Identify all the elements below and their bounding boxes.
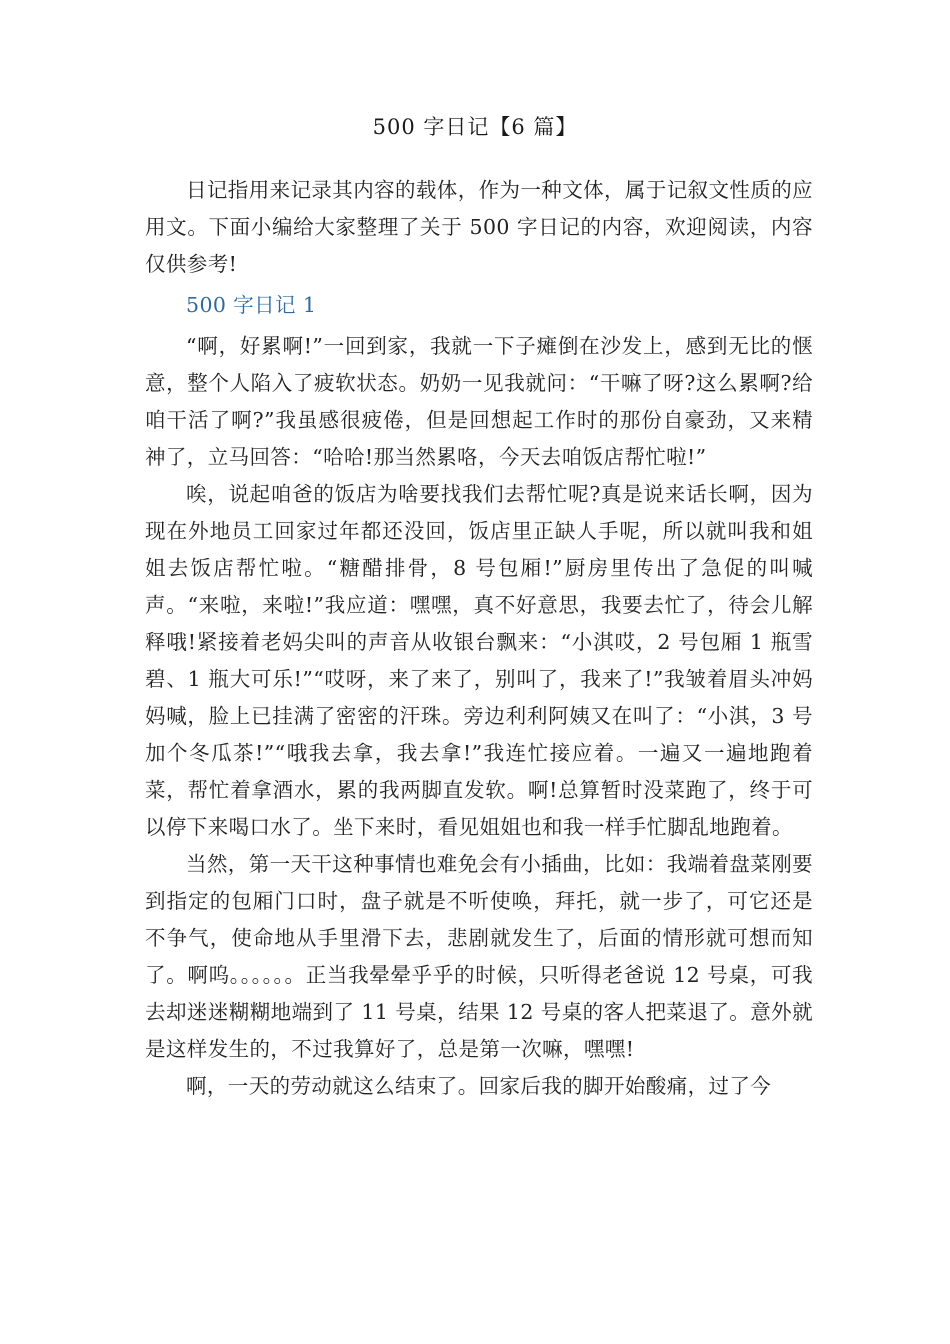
section-heading: 500 字日记 1 <box>186 293 317 317</box>
intro-paragraph: 日记指用来记录其内容的载体，作为一种文体，属于记叙文性质的应用文。下面小编给大家整理了关于 500 字日记的内容，欢迎阅读，内容仅供参考! <box>145 178 813 276</box>
body-paragraph-2: 唉，说起咱爸的饭店为啥要找我们去帮忙呢?真是说来话长啊，因为现在外地员工回家过年都还没回，饭店里正缺人手呢，所以就叫我和姐姐去饭店帮忙啦。“糖醋排骨，8 号包厢!”厨房里传出了急促的叫喊声。“来啦，来啦!”我应道：嘿嘿，真不好意思，我要去忙了，待会儿解释哦!紧接着老妈尖叫的声音从收银台飘来：“小淇哎，2 号包厢 1 瓶雪碧、1 瓶大可乐!”“哎呀，来了来了，别叫了，我来了!”我皱着眉头冲妈妈喊，脸上已挂满了密密的汗珠。旁边利利阿姨又在叫了：“小淇，3 号加个冬瓜茶!”“哦我去拿，我去拿!”我连忙接应着。一遍又一遍地跑着菜，帮忙着拿酒水，累的我两脚直发软。啊!总算暂时没菜跑了，终于可以停下来喝口水了。坐下来时，看见姐姐也和我一样手忙脚乱地跑着。 <box>145 482 813 839</box>
body-paragraph-4: 啊，一天的劳动就这么结束了。回家后我的脚开始酸痛，过了今 <box>186 1074 772 1098</box>
document-body <box>145 172 813 1105</box>
body-paragraph-1: “啊，好累啊!”一回到家，我就一下子瘫倒在沙发上，感到无比的惬意，整个人陷入了疲软状态。奶奶一见我就问：“干嘛了呀?这么累啊?给咱干活了啊?”我虽感很疲倦，但是回想起工作时的那份自豪劲，又来精神了，立马回答：“哈哈!那当然累咯，今天去咱饭店帮忙啦!” <box>145 334 813 469</box>
body-paragraph-3: 当然，第一天干这种事情也难免会有小插曲，比如：我端着盘菜刚要到指定的包厢门口时，盘子就是不听使唤，拜托，就一步了，可它还是不争气，使命地从手里滑下去，悲剧就发生了，后面的情形就可想而知了。啊呜。。。。。。正当我晕晕乎乎的时候，只听得老爸说 12 号桌，可我去却迷迷糊糊地端到了 11 号桌，结果 12 号桌的客人把菜退了。意外就是这样发生的，不过我算好了，总是第一次嘛，嘿嘿! <box>145 852 813 1061</box>
document-title: 500 字日记【6 篇】 <box>372 115 578 139</box>
